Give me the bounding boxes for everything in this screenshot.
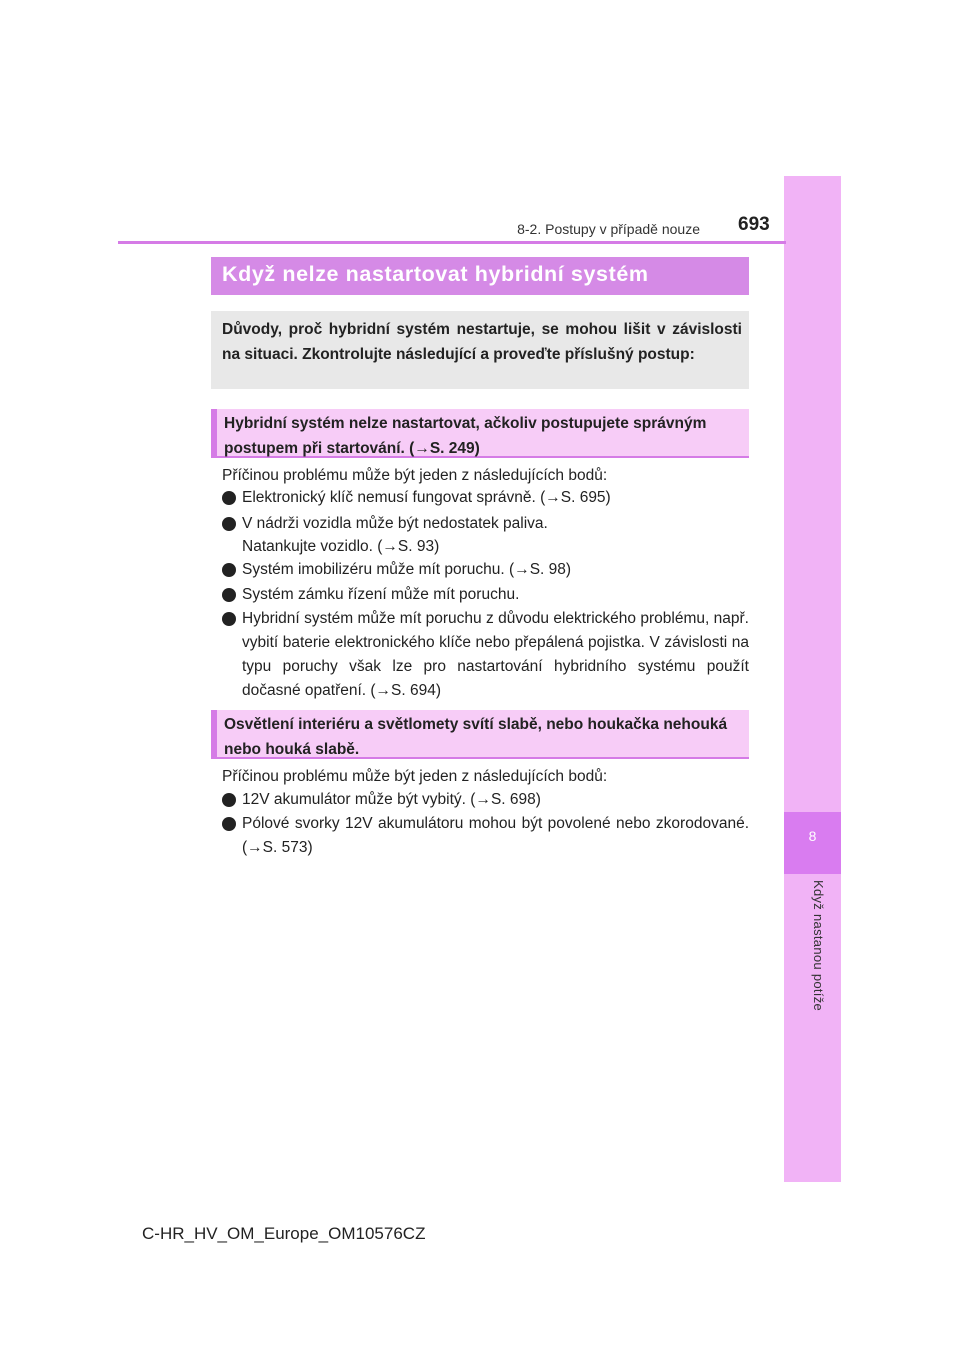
section-2-heading: Osvětlení interiéru a světlomety svítí slabě, nebo houkačka nehouká nebo houká slabě. xyxy=(224,716,728,758)
section-1-bullet-4: Systém zámku řízení může mít poruchu. xyxy=(242,586,520,603)
chapter-number: 8 xyxy=(808,828,817,844)
section-1-bullet-2: V nádrži vozidla může být nedostatek paliva. xyxy=(242,515,548,532)
intro-text: Důvody, proč hybridní systém nestartuje, se mohou lišit v závislosti na situaci. Zkontrolujte následující a proveďte příslušný postup: xyxy=(222,321,742,363)
bullet-dot xyxy=(222,517,236,531)
section-1-bullet-5: Hybridní systém může mít poruchu z důvodu elektrického problému, např. vybití baterie elektronického klíče nebo přepálená pojistka. V závislosti na typu poruchy však lze pro nastartování hybridního systému použít dočasné opatření. (→S. 694) xyxy=(242,610,749,699)
section-1-lead: Příčinou problému může být jeden z následujících bodů: xyxy=(222,467,608,484)
section-2-bullet-1: 12V akumulátor může být vybitý. (→S. 698) xyxy=(242,791,541,808)
section-1-bullet-2-cont: Natankujte vozidlo. (→S. 93) xyxy=(242,538,440,555)
section-header: 8-2. Postupy v případě nouze xyxy=(517,221,700,237)
page-title: Když nelze nastartovat hybridní systém xyxy=(222,262,649,286)
chapter-label: Když nastanou potíže xyxy=(811,880,826,1012)
section-2-bullet-2: Pólové svorky 12V akumulátoru mohou být povolené nebo zkorodované. (→S. 573) xyxy=(242,815,749,856)
section-2-heading-bar xyxy=(211,710,217,759)
header-divider xyxy=(118,241,786,244)
bullet-dot xyxy=(222,491,236,505)
bullet-dot xyxy=(222,588,236,602)
bullet-dot xyxy=(222,612,236,626)
document-code: C-HR_HV_OM_Europe_OM10576CZ xyxy=(142,1224,426,1243)
section-1-bullet-1: Elektronický klíč nemusí fungovat správně. (→S. 695) xyxy=(242,489,611,506)
bullet-dot xyxy=(222,793,236,807)
bullet-dot xyxy=(222,817,236,831)
section-1-heading: Hybridní systém nelze nastartovat, ačkoliv postupujete správným postupem při startování. (→S. 249) xyxy=(224,415,707,457)
section-1-heading-bar xyxy=(211,409,217,458)
section-1-bullet-3: Systém imobilizéru může mít poruchu. (→S. 98) xyxy=(242,561,572,578)
page-number: 693 xyxy=(738,214,770,235)
bullet-dot xyxy=(222,563,236,577)
section-2-lead: Příčinou problému může být jeden z následujících bodů: xyxy=(222,768,608,785)
